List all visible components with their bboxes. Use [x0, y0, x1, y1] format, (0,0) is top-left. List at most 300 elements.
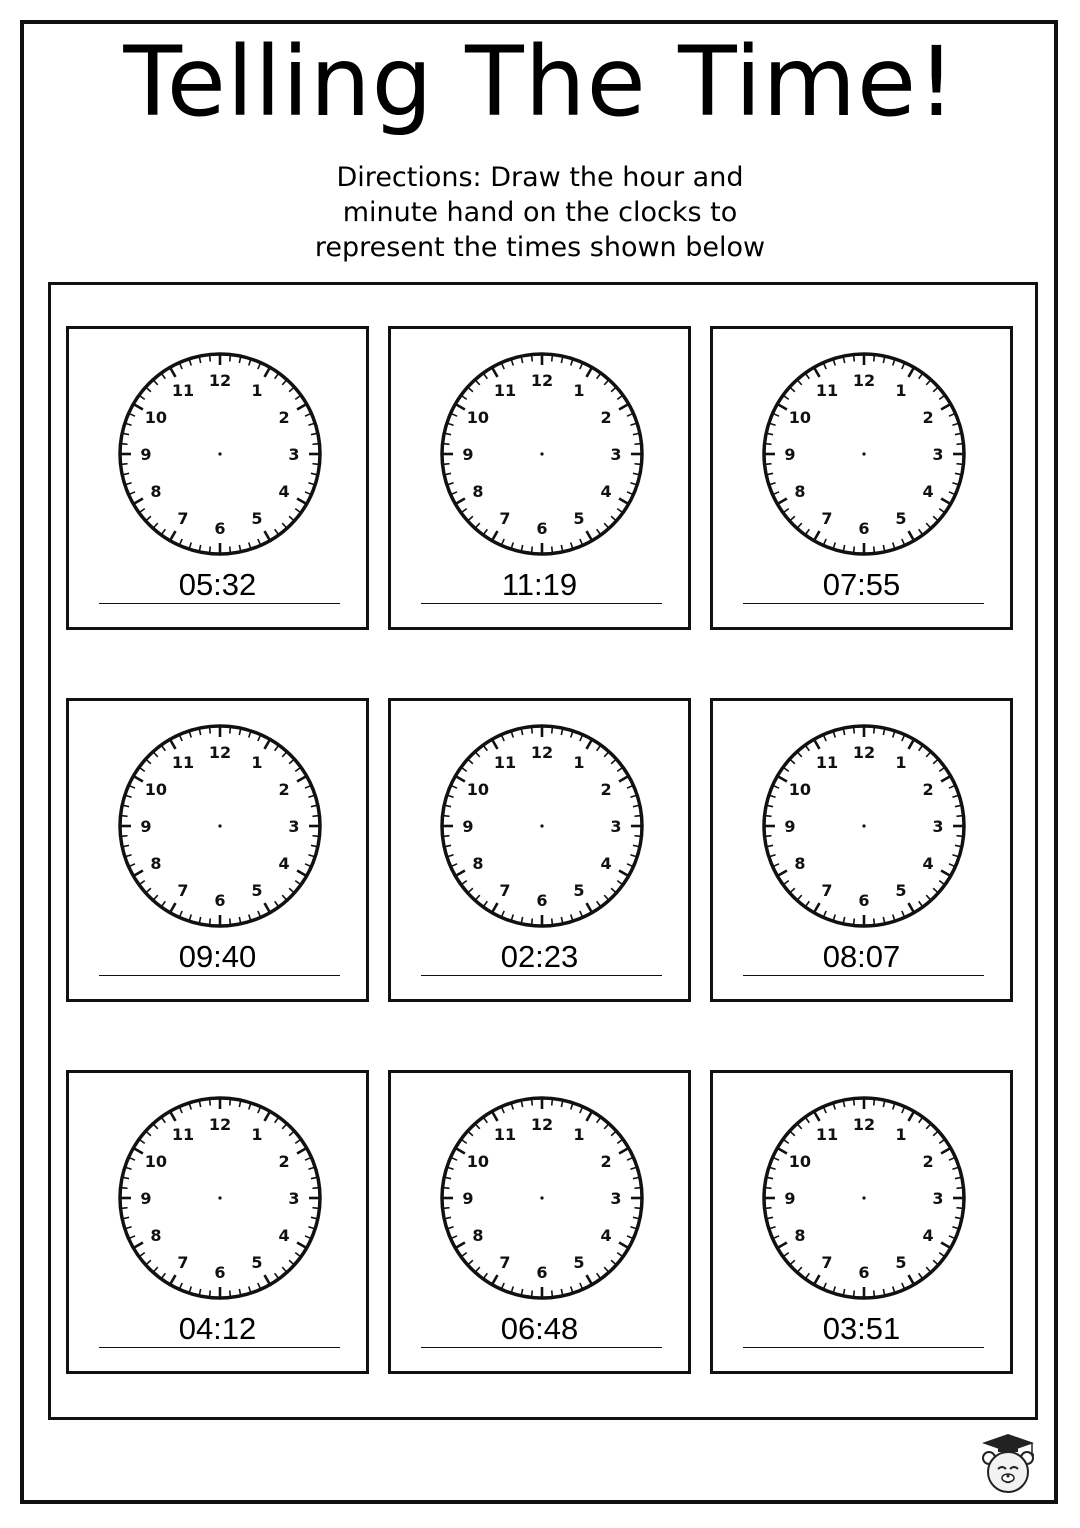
- minute-tick: [611, 759, 616, 764]
- minute-tick: [312, 444, 319, 445]
- clock-number: 8: [150, 854, 162, 873]
- clock-number: 10: [144, 780, 168, 799]
- hour-tick: [587, 367, 593, 377]
- clock-number: 8: [794, 1226, 806, 1245]
- hour-tick: [265, 903, 271, 913]
- clock-number: 5: [895, 1253, 907, 1273]
- clock-center-dot: [540, 824, 543, 827]
- directions-line: minute hand on the clocks to: [342, 197, 738, 228]
- minute-tick: [765, 1188, 772, 1189]
- minute-tick: [783, 1139, 789, 1143]
- minute-tick: [282, 1124, 287, 1129]
- clock-number: 11: [171, 1124, 195, 1144]
- clock-card: [66, 1070, 369, 1374]
- clock-number: 9: [462, 1189, 474, 1208]
- clock-number: 10: [144, 408, 168, 427]
- minute-tick: [956, 1188, 963, 1189]
- hour-tick: [777, 404, 787, 410]
- minute-tick: [161, 745, 165, 751]
- minute-tick: [275, 529, 279, 535]
- clock-number: 7: [177, 509, 189, 529]
- directions-line: represent the times shown below: [314, 232, 766, 263]
- minute-tick: [146, 387, 151, 392]
- minute-tick: [797, 1124, 802, 1129]
- clock-card: [710, 698, 1013, 1002]
- clock-number: 8: [794, 482, 806, 501]
- clock-number: 12: [208, 743, 232, 762]
- clock-card: [388, 326, 691, 630]
- minute-tick: [461, 1139, 467, 1143]
- hour-tick: [814, 903, 820, 913]
- minute-tick: [611, 888, 616, 893]
- minute-tick: [461, 881, 467, 885]
- minute-tick: [790, 1131, 795, 1136]
- minute-tick: [797, 1267, 802, 1272]
- minute-tick: [854, 1290, 855, 1297]
- hour-tick: [619, 499, 629, 505]
- minute-tick: [933, 1131, 938, 1136]
- hour-tick: [170, 739, 176, 749]
- minute-tick: [939, 881, 945, 885]
- minute-tick: [783, 1253, 789, 1257]
- clock-number: 4: [278, 854, 290, 873]
- clock-number: 2: [278, 780, 290, 799]
- minute-tick: [604, 1267, 609, 1272]
- hour-tick: [265, 367, 271, 377]
- minute-tick: [210, 1290, 211, 1297]
- minute-tick: [121, 836, 128, 837]
- minute-tick: [230, 1290, 231, 1297]
- clock-face-icon[interactable]: [437, 721, 647, 931]
- clock-number: 12: [208, 371, 232, 390]
- minute-tick: [933, 759, 938, 764]
- minute-tick: [443, 1188, 450, 1189]
- clock-number: 9: [784, 1189, 796, 1208]
- minute-tick: [919, 1117, 923, 1123]
- minute-tick: [161, 901, 165, 907]
- clock-number: 9: [140, 1189, 152, 1208]
- minute-tick: [634, 444, 641, 445]
- minute-tick: [926, 1124, 931, 1129]
- minute-tick: [939, 509, 945, 513]
- clock-center-dot: [540, 452, 543, 455]
- hour-tick: [909, 531, 915, 541]
- answer-line: [99, 603, 340, 604]
- hour-tick: [814, 739, 820, 749]
- clock-number: 9: [140, 817, 152, 836]
- clock-face-icon[interactable]: [437, 1093, 647, 1303]
- clock-number: 3: [610, 445, 622, 464]
- graduate-mascot-icon: [976, 1432, 1040, 1496]
- minute-tick: [289, 516, 294, 521]
- time-label: 05:32: [178, 567, 257, 602]
- minute-tick: [289, 387, 294, 392]
- hour-tick: [619, 776, 629, 782]
- minute-tick: [956, 1208, 963, 1209]
- minute-tick: [926, 752, 931, 757]
- minute-tick: [295, 881, 301, 885]
- minute-tick: [210, 918, 211, 925]
- minute-tick: [230, 355, 231, 362]
- clock-number: 7: [177, 881, 189, 901]
- answer-line: [421, 1347, 662, 1348]
- minute-tick: [161, 529, 165, 535]
- clock-number: 8: [472, 854, 484, 873]
- answer-line: [743, 1347, 984, 1348]
- clock-number: 9: [784, 817, 796, 836]
- page-title: Telling The Time!: [123, 26, 957, 138]
- clock-number: 6: [858, 1263, 870, 1282]
- hour-tick: [814, 1275, 820, 1285]
- minute-tick: [634, 1188, 641, 1189]
- minute-tick: [468, 1131, 473, 1136]
- clock-number: 11: [815, 380, 839, 400]
- hour-tick: [814, 367, 820, 377]
- clock-card: [66, 698, 369, 1002]
- minute-tick: [475, 1267, 480, 1272]
- minute-tick: [552, 1099, 553, 1106]
- hour-tick: [492, 903, 498, 913]
- clock-number: 8: [794, 854, 806, 873]
- minute-tick: [597, 529, 601, 535]
- clock-number: 4: [278, 1226, 290, 1245]
- minute-tick: [146, 516, 151, 521]
- clock-number: 11: [171, 380, 195, 400]
- minute-tick: [443, 464, 450, 465]
- answer-line: [421, 603, 662, 604]
- clock-number: 11: [493, 1124, 517, 1144]
- clock-center-dot: [218, 452, 221, 455]
- minute-tick: [552, 1290, 553, 1297]
- minute-tick: [797, 380, 802, 385]
- clock-face-icon[interactable]: [437, 349, 647, 559]
- clock-number: 8: [472, 482, 484, 501]
- minute-tick: [617, 881, 623, 885]
- minute-tick: [532, 727, 533, 734]
- minute-tick: [295, 1139, 301, 1143]
- hour-tick: [941, 404, 951, 410]
- minute-tick: [282, 752, 287, 757]
- minute-tick: [797, 523, 802, 528]
- minute-tick: [210, 355, 211, 362]
- minute-tick: [611, 516, 616, 521]
- minute-tick: [146, 888, 151, 893]
- clock-center-dot: [218, 1196, 221, 1199]
- minute-tick: [874, 727, 875, 734]
- minute-tick: [790, 387, 795, 392]
- hour-tick: [297, 871, 307, 877]
- time-label: 02:23: [500, 939, 579, 974]
- minute-tick: [475, 752, 480, 757]
- clock-face-icon[interactable]: [759, 349, 969, 559]
- minute-tick: [854, 727, 855, 734]
- clock-number: 6: [536, 1263, 548, 1282]
- clock-number: 7: [499, 509, 511, 529]
- directions: [290, 160, 790, 265]
- minute-tick: [933, 1260, 938, 1265]
- minute-tick: [790, 1260, 795, 1265]
- minute-tick: [312, 1188, 319, 1189]
- minute-tick: [597, 745, 601, 751]
- minute-tick: [854, 1099, 855, 1106]
- minute-tick: [121, 816, 128, 817]
- hour-tick: [587, 531, 593, 541]
- clock-number: 7: [499, 881, 511, 901]
- hour-tick: [941, 499, 951, 505]
- minute-tick: [289, 1260, 294, 1265]
- minute-tick: [783, 395, 789, 399]
- minute-tick: [153, 523, 158, 528]
- clock-number: 11: [493, 380, 517, 400]
- minute-tick: [139, 509, 145, 513]
- clock-number: 7: [821, 881, 833, 901]
- minute-tick: [210, 546, 211, 553]
- minute-tick: [919, 529, 923, 535]
- clock-number: 10: [466, 780, 490, 799]
- clock-number: 3: [610, 817, 622, 836]
- hour-tick: [777, 499, 787, 505]
- clock-face-icon[interactable]: [759, 1093, 969, 1303]
- minute-tick: [139, 395, 145, 399]
- minute-tick: [765, 816, 772, 817]
- minute-tick: [275, 1117, 279, 1123]
- clock-number: 4: [922, 1226, 934, 1245]
- clock-center-dot: [862, 1196, 865, 1199]
- minute-tick: [552, 546, 553, 553]
- minute-tick: [939, 1253, 945, 1257]
- minute-tick: [483, 745, 487, 751]
- minute-tick: [295, 509, 301, 513]
- minute-tick: [475, 895, 480, 900]
- hour-tick: [297, 404, 307, 410]
- hour-tick: [909, 367, 915, 377]
- clock-number: 12: [852, 1115, 876, 1134]
- hour-tick: [170, 903, 176, 913]
- hour-tick: [619, 871, 629, 877]
- clock-face-icon[interactable]: [115, 721, 325, 931]
- clock-number: 1: [251, 380, 263, 400]
- minute-tick: [805, 1117, 809, 1123]
- minute-tick: [312, 816, 319, 817]
- minute-tick: [146, 759, 151, 764]
- hour-tick: [455, 404, 465, 410]
- clock-number: 5: [251, 1253, 263, 1273]
- minute-tick: [230, 727, 231, 734]
- minute-tick: [461, 767, 467, 771]
- minute-tick: [617, 509, 623, 513]
- minute-tick: [468, 387, 473, 392]
- hour-tick: [455, 1148, 465, 1154]
- minute-tick: [939, 767, 945, 771]
- minute-tick: [797, 895, 802, 900]
- minute-tick: [597, 1273, 601, 1279]
- hour-tick: [133, 404, 143, 410]
- minute-tick: [139, 881, 145, 885]
- minute-tick: [874, 1290, 875, 1297]
- clock-number: 6: [536, 891, 548, 910]
- hour-tick: [492, 531, 498, 541]
- minute-tick: [295, 395, 301, 399]
- clock-number: 1: [573, 752, 585, 772]
- minute-tick: [765, 1208, 772, 1209]
- hour-tick: [297, 499, 307, 505]
- minute-tick: [461, 509, 467, 513]
- minute-tick: [483, 529, 487, 535]
- hour-tick: [587, 739, 593, 749]
- minute-tick: [634, 836, 641, 837]
- minute-tick: [161, 373, 165, 379]
- minute-tick: [121, 1208, 128, 1209]
- clock-number: 4: [600, 482, 612, 501]
- minute-tick: [146, 1260, 151, 1265]
- clock-number: 4: [600, 1226, 612, 1245]
- clock-number: 6: [858, 519, 870, 538]
- time-label: 08:07: [822, 939, 901, 974]
- minute-tick: [289, 759, 294, 764]
- minute-tick: [765, 836, 772, 837]
- clock-number: 3: [610, 1189, 622, 1208]
- clock-number: 10: [144, 1152, 168, 1171]
- clock-number: 2: [600, 780, 612, 799]
- clock-number: 2: [278, 408, 290, 427]
- minute-tick: [956, 836, 963, 837]
- clock-number: 7: [821, 1253, 833, 1273]
- minute-tick: [475, 523, 480, 528]
- minute-tick: [939, 395, 945, 399]
- minute-tick: [282, 1267, 287, 1272]
- hour-tick: [265, 531, 271, 541]
- hour-tick: [455, 1243, 465, 1249]
- minute-tick: [617, 1139, 623, 1143]
- minute-tick: [874, 918, 875, 925]
- hour-tick: [170, 1275, 176, 1285]
- clock-number: 5: [573, 881, 585, 901]
- answer-line: [99, 975, 340, 976]
- hour-tick: [265, 739, 271, 749]
- clock-number: 2: [922, 1152, 934, 1171]
- clock-number: 11: [493, 752, 517, 772]
- minute-tick: [282, 895, 287, 900]
- minute-tick: [161, 1117, 165, 1123]
- hour-tick: [619, 404, 629, 410]
- hour-tick: [492, 1111, 498, 1121]
- minute-tick: [275, 1273, 279, 1279]
- minute-tick: [289, 1131, 294, 1136]
- clock-number: 12: [208, 1115, 232, 1134]
- minute-tick: [597, 901, 601, 907]
- clock-number: 3: [932, 445, 944, 464]
- minute-tick: [483, 373, 487, 379]
- minute-tick: [874, 355, 875, 362]
- minute-tick: [874, 546, 875, 553]
- hour-tick: [587, 903, 593, 913]
- minute-tick: [153, 1124, 158, 1129]
- hour-tick: [455, 871, 465, 877]
- clock-number: 9: [462, 817, 474, 836]
- minute-tick: [552, 355, 553, 362]
- minute-tick: [289, 888, 294, 893]
- minute-tick: [919, 1273, 923, 1279]
- minute-tick: [282, 523, 287, 528]
- clock-number: 6: [536, 519, 548, 538]
- clock-card: [66, 326, 369, 630]
- time-label: 04:12: [178, 1311, 257, 1346]
- minute-tick: [461, 395, 467, 399]
- minute-tick: [532, 1290, 533, 1297]
- clock-number: 3: [288, 817, 300, 836]
- answer-line: [421, 975, 662, 976]
- clock-face-icon[interactable]: [115, 349, 325, 559]
- minute-tick: [312, 1208, 319, 1209]
- minute-tick: [153, 380, 158, 385]
- minute-tick: [956, 464, 963, 465]
- clock-number: 11: [815, 752, 839, 772]
- clock-number: 7: [177, 1253, 189, 1273]
- minute-tick: [765, 464, 772, 465]
- clock-card: [710, 1070, 1013, 1374]
- clock-number: 3: [932, 1189, 944, 1208]
- time-label: 03:51: [822, 1311, 901, 1346]
- clock-number: 2: [600, 1152, 612, 1171]
- minute-tick: [611, 1260, 616, 1265]
- minute-tick: [468, 1260, 473, 1265]
- clock-face-icon[interactable]: [115, 1093, 325, 1303]
- hour-tick: [619, 1243, 629, 1249]
- minute-tick: [805, 1273, 809, 1279]
- minute-tick: [295, 767, 301, 771]
- minute-tick: [139, 1253, 145, 1257]
- minute-tick: [468, 888, 473, 893]
- clock-number: 4: [278, 482, 290, 501]
- minute-tick: [483, 1273, 487, 1279]
- hour-tick: [941, 1148, 951, 1154]
- clock-number: 10: [788, 1152, 812, 1171]
- minute-tick: [783, 767, 789, 771]
- minute-tick: [926, 895, 931, 900]
- clock-number: 6: [214, 1263, 226, 1282]
- clock-number: 8: [150, 482, 162, 501]
- minute-tick: [790, 516, 795, 521]
- minute-tick: [468, 516, 473, 521]
- minute-tick: [597, 373, 601, 379]
- hour-tick: [619, 1148, 629, 1154]
- minute-tick: [790, 888, 795, 893]
- minute-tick: [604, 380, 609, 385]
- hour-tick: [170, 531, 176, 541]
- minute-tick: [552, 918, 553, 925]
- minute-tick: [797, 752, 802, 757]
- clock-number: 5: [251, 881, 263, 901]
- minute-tick: [121, 464, 128, 465]
- minute-tick: [230, 546, 231, 553]
- clock-number: 2: [278, 1152, 290, 1171]
- hour-tick: [909, 739, 915, 749]
- hour-tick: [777, 1148, 787, 1154]
- clock-card: [388, 1070, 691, 1374]
- time-label: 09:40: [178, 939, 257, 974]
- clock-number: 8: [472, 1226, 484, 1245]
- minute-tick: [597, 1117, 601, 1123]
- minute-tick: [805, 745, 809, 751]
- clock-number: 7: [821, 509, 833, 529]
- hour-tick: [297, 776, 307, 782]
- minute-tick: [604, 1124, 609, 1129]
- clock-number: 9: [462, 445, 474, 464]
- clock-face-icon[interactable]: [759, 721, 969, 931]
- clock-number: 5: [895, 509, 907, 529]
- minute-tick: [617, 1253, 623, 1257]
- directions-line: Directions: Draw the hour and: [336, 162, 744, 193]
